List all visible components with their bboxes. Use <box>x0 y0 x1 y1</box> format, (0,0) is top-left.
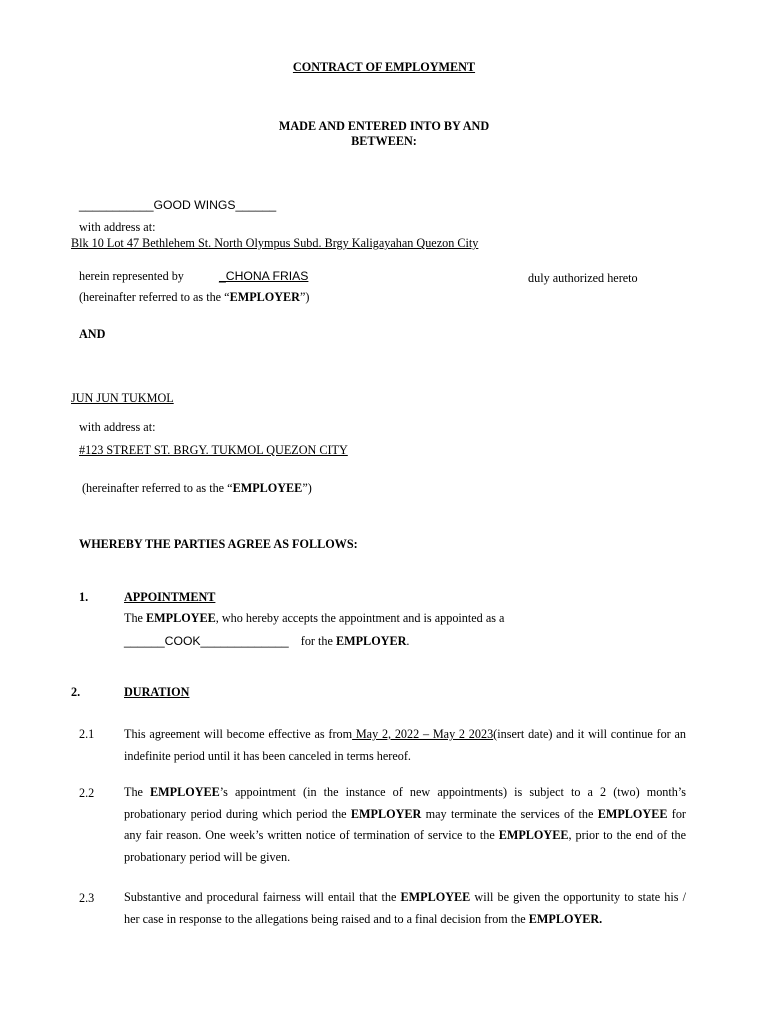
employer-ref-pre: (hereinafter referred to as the “ <box>79 290 230 304</box>
duly-authorized: duly authorized hereto <box>528 271 638 285</box>
clause-2-2-text <box>124 782 686 868</box>
c21-post: (insert date) and it will continue for an indefinite period until it has been canceled in terms hereof. <box>124 727 686 763</box>
section-1-heading: APPOINTMENT <box>124 590 216 604</box>
clause-2-3-text <box>124 887 686 930</box>
section-2-number: 2. <box>71 685 81 699</box>
c22-b3: EMPLOYEE <box>597 806 668 821</box>
s1-pre: The <box>124 611 146 625</box>
c23-b1: EMPLOYEE <box>400 890 471 904</box>
c21-pre: This agreement will become effective as from <box>124 727 353 741</box>
s1-for-the: for the <box>300 634 336 648</box>
c22-b1: EMPLOYEE <box>150 785 220 799</box>
employer-reference <box>79 290 309 305</box>
c21-dates: May 2, 2022 – May 2 2023 <box>352 727 494 741</box>
c22-t5: , prior to the end of the probationary period will be given. <box>124 828 686 864</box>
s1-employer-term: EMPLOYER <box>335 634 407 648</box>
employer-ref-term: EMPLOYER <box>229 290 300 304</box>
employee-reference <box>82 481 312 496</box>
employee-address: #123 STREET ST. BRGY. TUKMOL QUEZON CITY <box>79 443 348 457</box>
c22-t2: ’s appointment (in the instance of new appointments) is subject to a 2 (two) month’s probationary period during which period the <box>124 785 686 821</box>
made-line-1: MADE AND ENTERED INTO BY AND <box>278 119 490 133</box>
section-1-line-2 <box>124 634 409 649</box>
c23-t1: Substantive and procedural fairness will entail that the <box>124 890 401 904</box>
c23-b2: EMPLOYER. <box>528 911 603 926</box>
employer-name: ___________GOOD WINGS______ <box>79 198 277 212</box>
c23-t2: will be given the opportunity to state his / her case in response to the allegations being raised and to a final decision from the <box>124 890 686 926</box>
whereby-heading: WHEREBY THE PARTIES AGREE AS FOLLOWS: <box>79 537 358 551</box>
employee-with-address: with address at: <box>79 420 156 434</box>
s1-post: , who hereby accepts the appointment and is appointed as a <box>215 611 505 625</box>
employee-ref-pre: (hereinafter referred to as the “ <box>82 481 233 495</box>
employee-ref-post: ”) <box>302 481 312 495</box>
c22-t4: for any fair reason. One week’s written notice of termination of service to the <box>124 806 686 842</box>
employer-with-address: with address at: <box>79 220 156 234</box>
document-title: CONTRACT OF EMPLOYMENT <box>292 60 476 74</box>
position-field: ______COOK_____________ <box>124 634 289 648</box>
employer-address: Blk 10 Lot 47 Bethlehem St. North Olympus Subd. Brgy Kaligayahan Quezon City <box>71 236 479 250</box>
c22-b4: EMPLOYEE <box>498 828 569 842</box>
s1-employee-term: EMPLOYEE <box>146 611 216 625</box>
section-2-heading: DURATION <box>124 685 190 699</box>
clause-2-1-number: 2.1 <box>79 727 95 741</box>
employer-ref-post: ”) <box>299 290 310 304</box>
c22-t1: The <box>124 785 151 799</box>
c22-t3: may terminate the services of the <box>421 806 598 821</box>
section-1-line-1 <box>124 611 504 626</box>
clause-2-3-number: 2.3 <box>79 891 95 905</box>
s1-period: . <box>406 634 410 648</box>
employer-representative: _CHONA FRIAS <box>219 269 309 283</box>
made-line-2: BETWEEN: <box>351 134 417 148</box>
c22-b2: EMPLOYER <box>350 806 422 821</box>
represented-by-label: herein represented by <box>79 269 184 283</box>
employee-name: JUN JUN TUKMOL <box>71 391 174 405</box>
section-1-number: 1. <box>79 590 89 604</box>
clause-2-1-text <box>124 724 686 767</box>
employee-ref-term: EMPLOYEE <box>232 481 303 495</box>
and-label: AND <box>79 327 106 341</box>
clause-2-2-number: 2.2 <box>79 786 95 800</box>
